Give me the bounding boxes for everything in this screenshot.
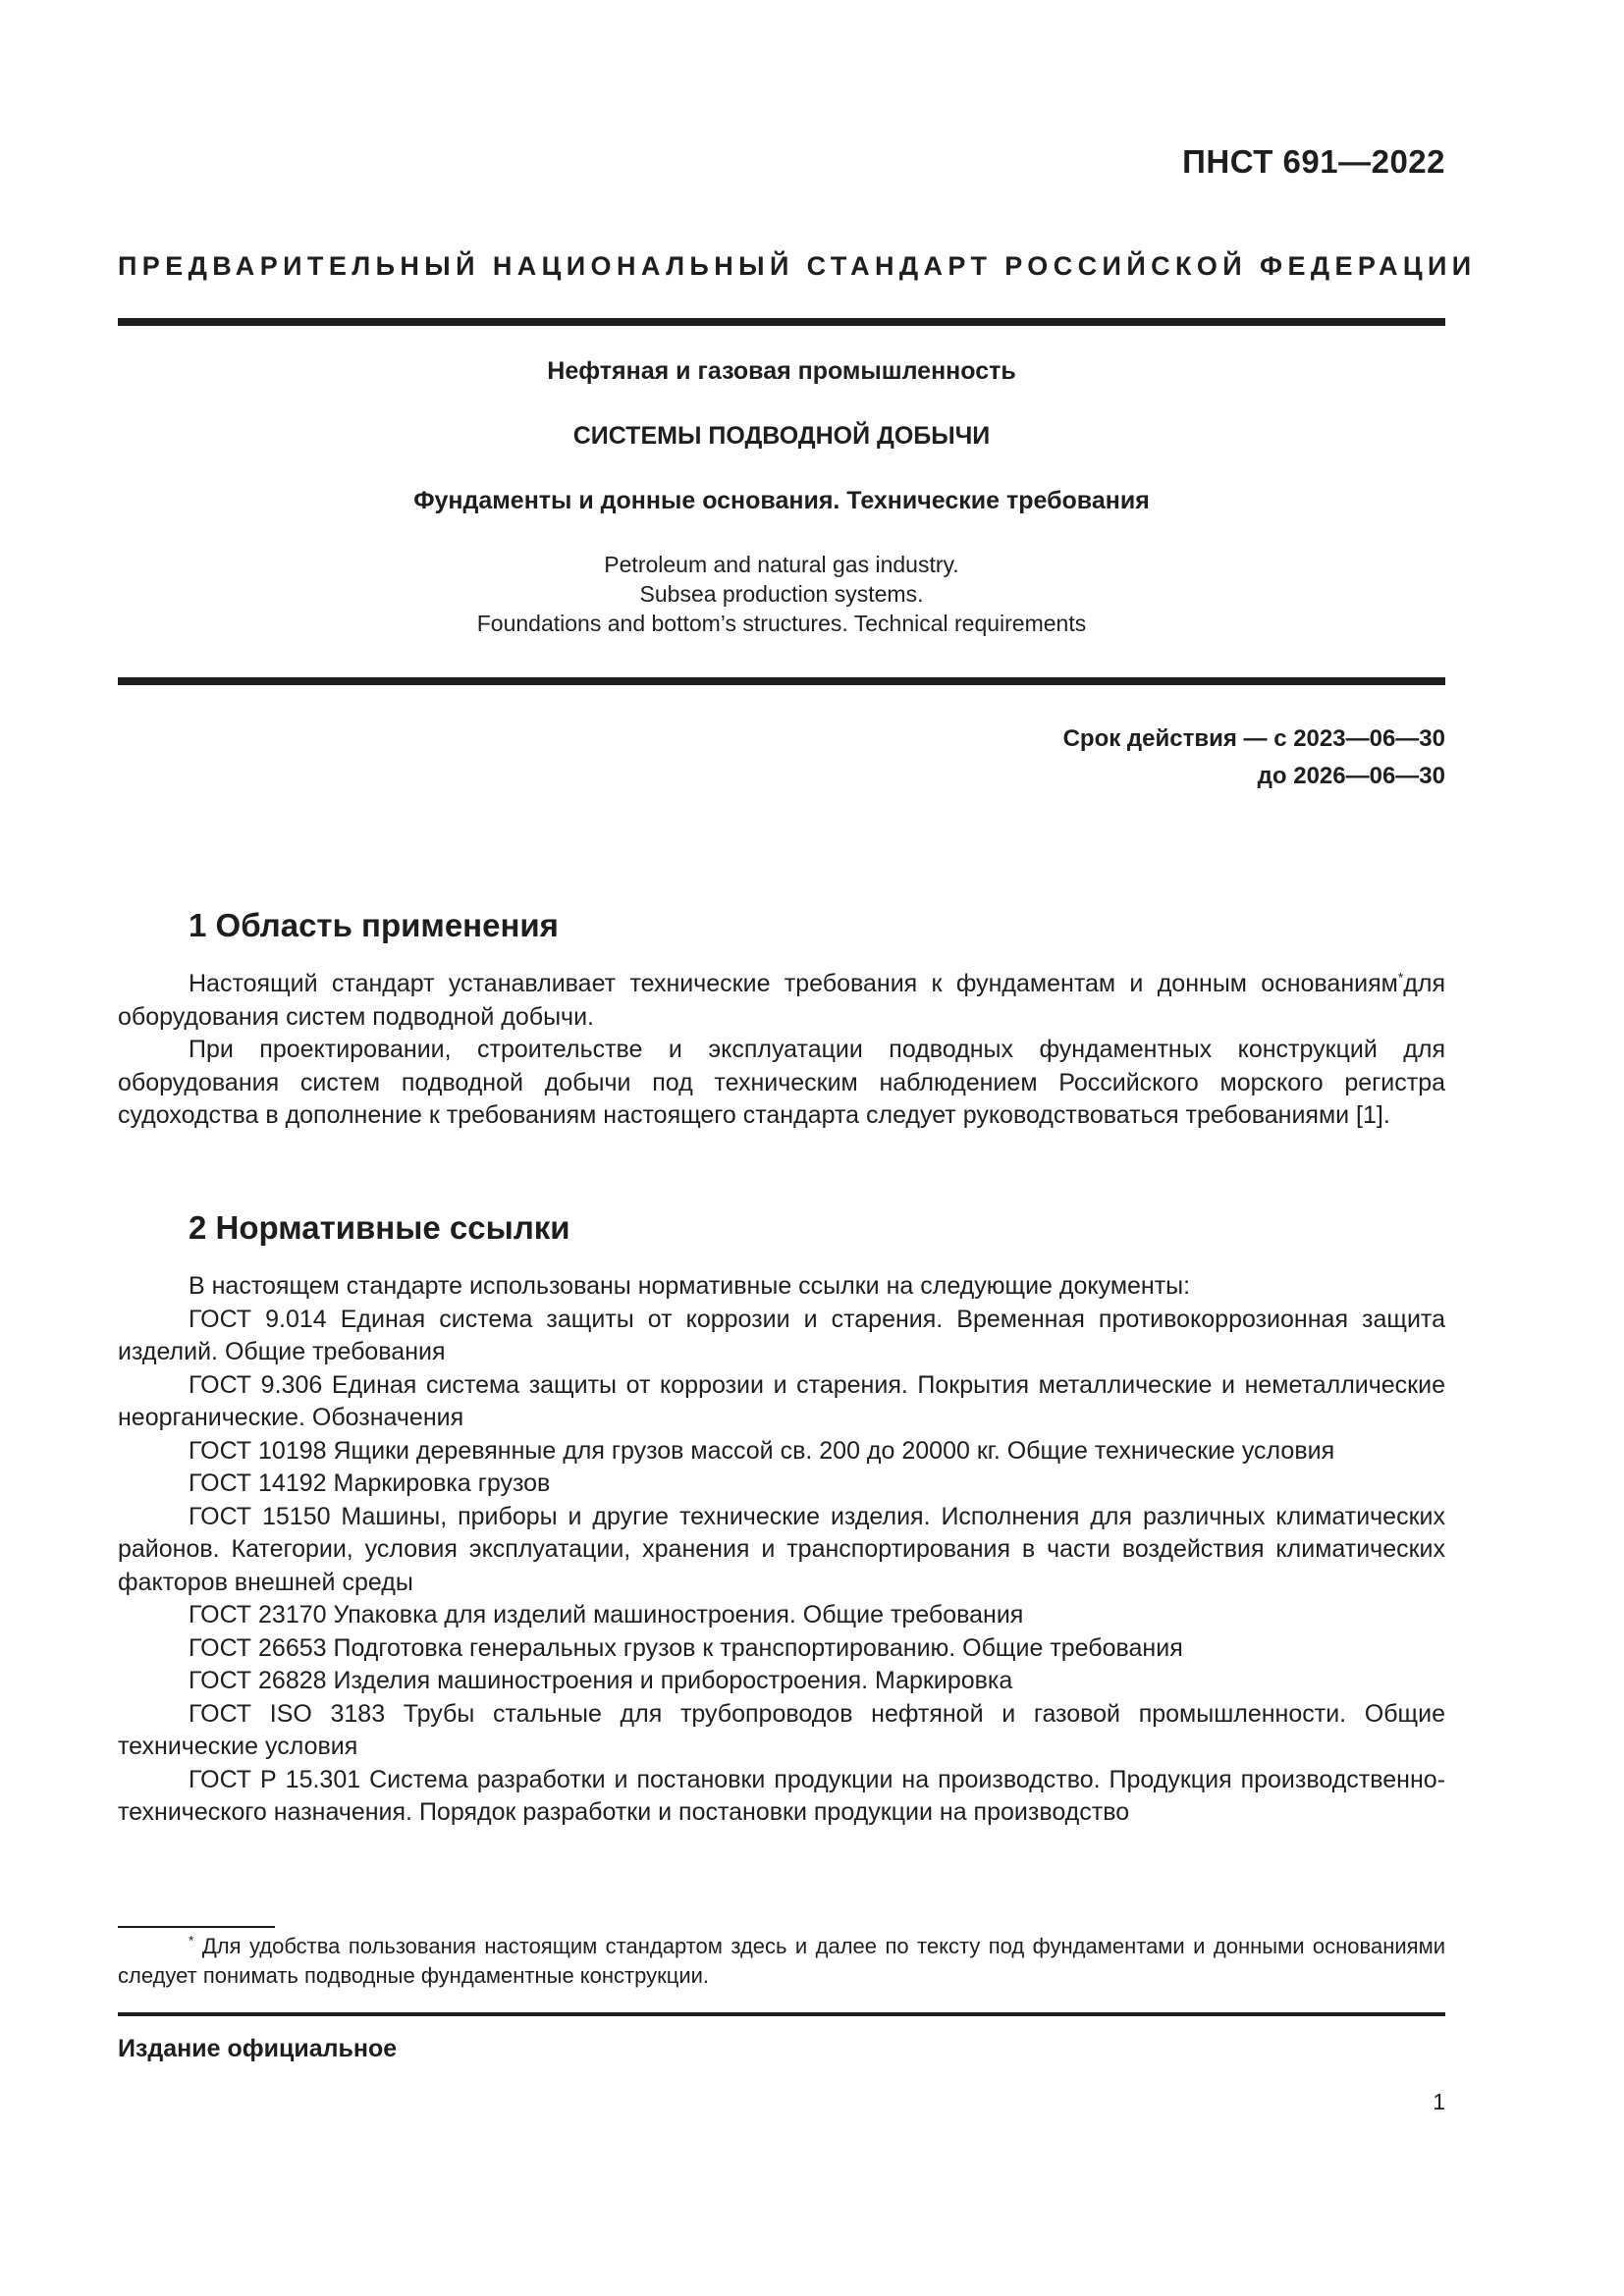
normative-reference: ГОСТ 23170 Упаковка для изделий машиностроения. Общие требования — [189, 1601, 1024, 1629]
section-1-title: 1 Область применения — [189, 907, 559, 943]
english-title-line: Petroleum and natural gas industry. — [604, 552, 959, 577]
english-title — [118, 550, 1445, 638]
top-divider — [118, 318, 1445, 326]
english-title-line: Subsea production systems. — [639, 581, 924, 607]
normative-reference: ГОСТ 26653 Подготовка генеральных грузов к транспортированию. Общие требования — [189, 1633, 1183, 1662]
normative-reference: ГОСТ 15150 Машины, приборы и другие технические изделия. Исполнения для различных климатических районов. Категории, условия эксплуатации, хранения и транспортирования в части воздействия климатических факторов внешней среды — [118, 1502, 1445, 1596]
normative-reference: ГОСТ 10198 Ящики деревянные для грузов массой св. 200 до 20000 кг. Общие технические условия — [189, 1436, 1335, 1465]
page-number: 1 — [1433, 2089, 1445, 2114]
english-title-line: Foundations and bottom’s structures. Technical requirements — [476, 611, 1087, 636]
normative-reference: ГОСТ 9.306 Единая система защиты от коррозии и старения. Покрытия металлические и неметаллические неорганические. Обозначения — [118, 1370, 1445, 1431]
validity-to: до 2026—06—30 — [1257, 763, 1445, 789]
section-1-body — [118, 968, 1445, 1133]
edition-label: Издание официальное — [118, 2035, 398, 2062]
bottom-divider — [118, 2012, 1445, 2016]
footnote-text: * Для удобства пользования настоящим стандартом здесь и далее по тексту под фундаментами и донными основаниями следует понимать подводные фундаментные конструкции. — [118, 1932, 1445, 1988]
footnote — [118, 1932, 1445, 1991]
paragraph: В настоящем стандарте использованы нормативные ссылки на следующие документы: — [189, 1272, 1191, 1300]
title-subject: Фундаменты и донные основания. Технические требования — [413, 487, 1150, 514]
title-industry: Нефтяная и газовая промышленность — [547, 357, 1016, 385]
validity-period — [1063, 721, 1445, 795]
title-divider — [118, 677, 1445, 685]
normative-reference: ГОСТ 14192 Маркировка грузов — [189, 1469, 551, 1497]
normative-reference: ГОСТ 9.014 Единая система защиты от коррозии и старения. Временная противокоррозионная защита изделий. Общие требования — [118, 1305, 1445, 1365]
paragraph: При проектировании, строительстве и эксплуатации подводных фундаментных конструкций для оборудования систем подводной добычи под техническим наблюдением Российского морского регистра судоходства в дополнение к требованиям настоящего стандарта следует руководствоваться требованиями [1]. — [118, 1036, 1445, 1129]
document-kind: ПРЕДВАРИТЕЛЬНЫЙ НАЦИОНАЛЬНЫЙ СТАНДАРТ РОССИЙСКОЙ ФЕДЕРАЦИИ — [118, 251, 1477, 281]
section-2-body — [118, 1270, 1445, 1830]
title-system: СИСТЕМЫ ПОДВОДНОЙ ДОБЫЧИ — [572, 422, 991, 450]
footnote-mark: * — [189, 1932, 194, 1949]
footnote-mark[interactable]: * — [1397, 969, 1404, 986]
validity-from: Срок действия — с 2023—06—30 — [1062, 725, 1445, 752]
section-2-title: 2 Нормативные ссылки — [189, 1209, 570, 1246]
footnote-divider — [118, 1926, 275, 1928]
normative-reference: ГОСТ Р 15.301 Система разработки и постановки продукции на производство. Продукция производственно-технического назначения. Порядок разработки и постановки продукции на производство — [118, 1765, 1445, 1826]
normative-reference: ГОСТ 26828 Изделия машиностроения и приборостроения. Маркировка — [189, 1667, 1013, 1694]
document-code: ПНСТ 691—2022 — [1182, 143, 1445, 180]
paragraph: Настоящий стандарт устанавливает технические требования к фундаментам и донным основаниям*для оборудования систем подводной добычи. — [118, 969, 1445, 1031]
normative-reference: ГОСТ ISO 3183 Трубы стальные для трубопроводов нефтяной и газовой промышленности. Общие технические условия — [118, 1699, 1445, 1760]
